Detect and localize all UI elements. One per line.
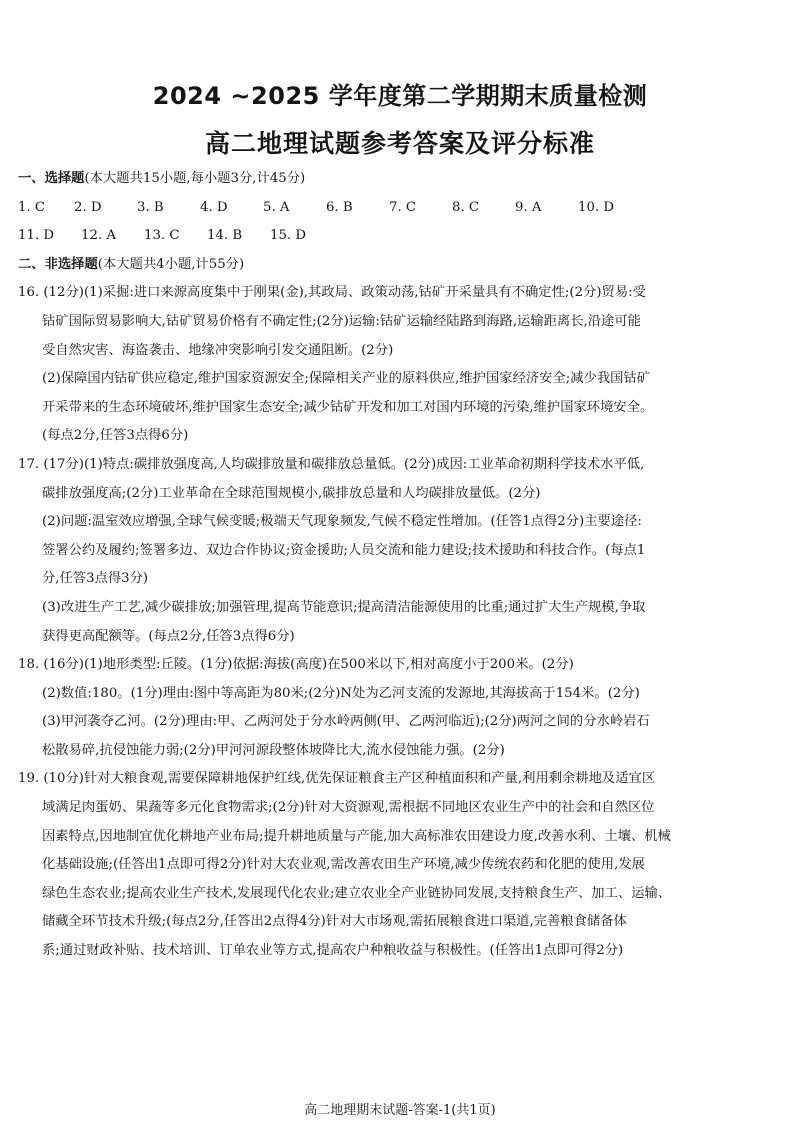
question-19	[18, 765, 783, 965]
text-line: 化基础设施;(任答出1点即可得2分)针对大农业观,需改善农田生产环境,减少传统农药和化肥的使用,发展	[42, 857, 645, 873]
text-line: (3)甲河袭夺乙河。(2分)理由:甲、乙两河处于分水岭两侧(甲、乙两河临近);(2分)两河之间的分水岭岩石	[42, 714, 650, 730]
text-line: 松散易碎,抗侵蚀能力弱;(2分)甲河河源段整体坡降比大,流水侵蚀能力强。(2分)	[42, 742, 505, 758]
answer-item: 15. D	[270, 228, 307, 244]
page-subtitle: 高二地理试题参考答案及评分标准	[204, 129, 595, 158]
text-line: 19. (10分)针对大粮食观,需要保障耕地保护红线,优先保证粮食主产区种植面积和产量,利用剩余耕地及适宜区	[18, 771, 656, 787]
section-title: 一、选择题	[18, 171, 85, 186]
text-line: 签署公约及履约;签署多边、双边合作协议;资金援助;人员交流和能力建设;技术援助和科技合作。(每点1	[42, 542, 646, 558]
answer-item: 7. C	[389, 199, 417, 215]
section-title: 二、非选择题	[18, 256, 98, 272]
text-line: (2)数值:180。(1分)理由:图中等高距为80米;(2分)N处为乙河支流的发源地,其海拔高于154米。(2分)	[42, 685, 640, 701]
text-line: (3)改进生产工艺,减少碳排放;加强管理,提高节能意识;提高清洁能源使用的比重;通过扩大生产规模,争取	[42, 599, 646, 615]
page-title: 2024 ~2025 学年度第二学期期末质量检测	[152, 82, 648, 110]
section-heading-choice	[18, 165, 783, 194]
section-note: (本大题共15小题,每小题3分,计45分)	[84, 171, 306, 186]
text-line: 储藏全环节技术升级;(每点2分,任答出2点得4分)针对大市场观,需拓展粮食进口渠道,完善粮食储备体	[42, 914, 627, 930]
text-line: 16. (12分)(1)采掘:进口来源高度集中于刚果(金),其政局、政策动荡,钴矿开采量具有不确定性;(2分)贸易:受	[18, 285, 646, 301]
text-line: (2)问题:温室效应增强,全球气候变暖;极端天气现象频发,气候不稳定性增加。(任答1点得2分)主要途径:	[42, 514, 642, 530]
answer-item: 5. A	[263, 199, 290, 215]
answer-item: 13. C	[144, 228, 180, 244]
answer-item: 4. D	[200, 199, 228, 215]
text-line: (2)保障国内钴矿供应稳定,维护国家资源安全;保障相关产业的原料供应,维护国家经济安全;减少我国钴矿	[42, 371, 651, 387]
answer-item: 6. B	[326, 199, 353, 215]
question-18	[18, 651, 783, 765]
text-line: 因素特点,因地制宜优化耕地产业布局;提升耕地质量与产能,加大高标准农田建设力度,改善水利、土壤、机械	[42, 828, 671, 844]
text-line: 获得更高配额等。(每点2分,任答3点得6分)	[42, 628, 295, 644]
text-line: 开采带来的生态环境破坏,维护国家生态安全;减少钴矿开发和加工对国内环境的污染,维护国家环境安全。	[42, 399, 654, 415]
text-line: 钴矿国际贸易影响大,钴矿贸易价格有不确定性;(2分)运输:钴矿运输经陆路到海路,运输距离长,沿途可能	[42, 313, 641, 329]
answer-item: 8. C	[452, 199, 480, 215]
answer-item: 1. C	[18, 199, 46, 215]
text-line: 17. (17分)(1)特点:碳排放强度高,人均碳排放量和碳排放总量低。(2分)成因:工业革命初期科学技术水平低,	[18, 456, 645, 472]
text-line: 受自然灾害、海盗袭击、地缘冲突影响引发交通阻断。(2分)	[42, 342, 394, 358]
text-line: 域满足肉蛋奶、果蔬等多元化食物需求;(2分)针对大资源观,需根据不同地区农业生产中的社会和自然区位	[42, 800, 655, 816]
answer-row-2	[18, 222, 783, 251]
answer-item: 12. A	[81, 228, 116, 244]
answer-item: 9. A	[515, 199, 542, 215]
question-16	[18, 279, 783, 451]
question-17	[18, 451, 783, 651]
answer-item: 10. D	[578, 199, 615, 215]
answer-item: 14. B	[207, 228, 243, 244]
answer-row-1	[18, 194, 783, 223]
document-body	[18, 165, 783, 966]
section-heading-nonchoice	[18, 251, 783, 280]
answer-item: 2. D	[74, 199, 102, 215]
text-line: 碳排放强度高;(2分)工业革命在全球范围规模小,碳排放总量和人均碳排放量低。(2分)	[42, 485, 541, 501]
section-note: (本大题共4小题,计55分)	[97, 256, 245, 272]
page-footer: 高二地理期末试题-答案-1(共1页)	[304, 1103, 496, 1118]
text-line: 分,任答3点得3分)	[42, 571, 149, 587]
text-line: 绿色生态农业;提高农业生产技术,发展现代化农业;建立农业全产业链协同发展,支持粮食生产、加工、运输、	[42, 885, 672, 901]
text-line: 18. (16分)(1)地形类型:丘陵。(1分)依据:海拔(高度)在500米以下,相对高度小于200米。(2分)	[18, 657, 574, 673]
answer-item: 11. D	[18, 228, 55, 244]
text-line: (每点2分,任答3点得6分)	[42, 428, 189, 444]
text-line: 系;通过财政补贴、技术培训、订单农业等方式,提高农户种粮收益与积极性。(任答出1点即可得2分)	[42, 943, 624, 959]
answer-item: 3. B	[137, 199, 164, 215]
